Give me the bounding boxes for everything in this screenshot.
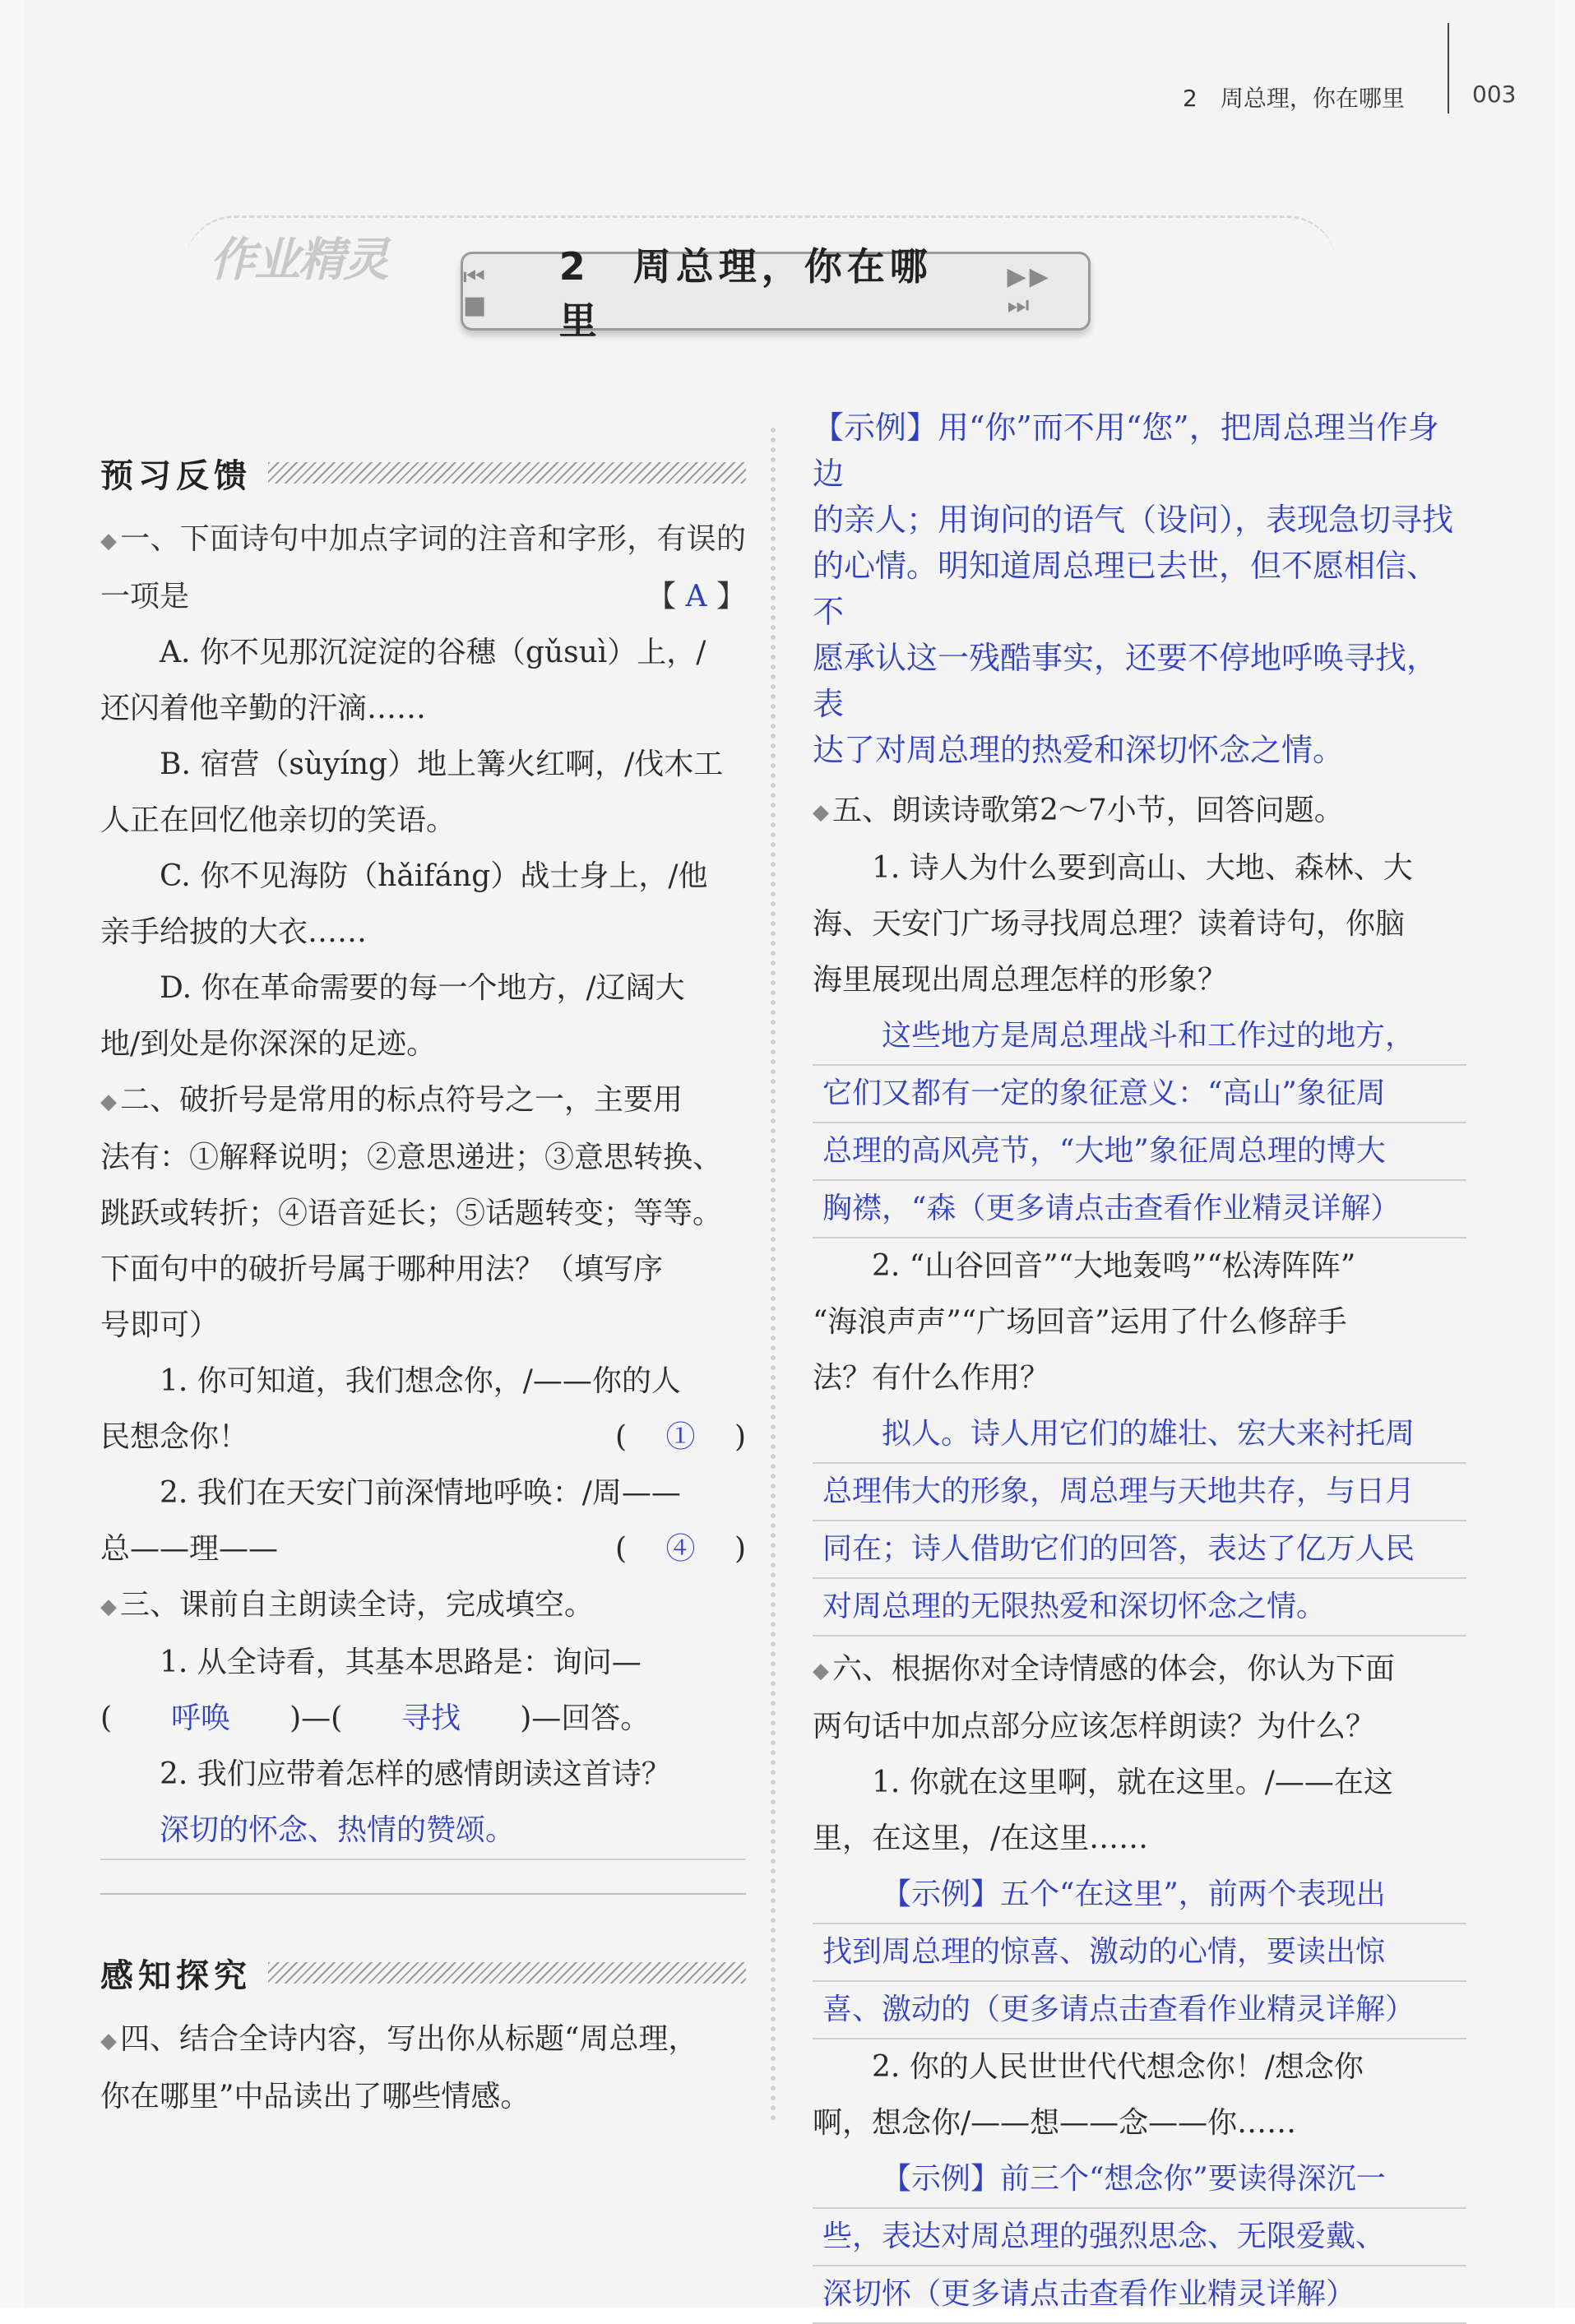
option-c-cont: 亲手给披的大衣…… [100, 915, 368, 949]
question-stem [100, 1577, 746, 1635]
section-heading-preview [100, 444, 746, 502]
brand-logo: 作业精灵 [210, 234, 387, 287]
answer-line: 【示例】前三个“想念你”要读得深沉一 [813, 2151, 1466, 2209]
item-2: 2. 我们应带着怎样的感情朗读这首诗？ [160, 1757, 671, 1791]
answer-choice: A [685, 580, 707, 613]
answer-value: ① [665, 1420, 696, 1454]
item-1-cont [100, 1410, 746, 1465]
question-stem-cont: 你在哪里”中品读出了哪些情感。 [100, 2080, 530, 2113]
diamond-icon: ◆ [100, 1595, 117, 1619]
diamond-icon: ◆ [100, 529, 118, 553]
left-column [100, 444, 746, 2125]
item-1: 1. 诗人为什么要到高山、大地、森林、大 [872, 851, 1413, 885]
answer-line: 找到周总理的惊喜、激动的心情，要读出惊 [813, 1924, 1466, 1982]
question-2 [100, 1072, 746, 1577]
answer-text: 深切的怀念、热情的赞颂。 [160, 1813, 516, 1847]
fill-tail: )—回答。 [520, 1701, 651, 1735]
option-a: A. 你不见那沉淀淀的谷穗（gǔsuì）上，/ [160, 636, 706, 669]
answer-line: 愿承认这一残酷事实，还要不停地呼唤寻找，表 [813, 640, 1438, 722]
answer-line: 同在；诗人借助它们的回答，表达了亿万人民 [813, 1521, 1466, 1579]
item-2-cont: 法？有什么作用？ [813, 1361, 1050, 1395]
answer-line: 的亲人；用询问的语气（设问），表现急切寻找 [813, 502, 1454, 538]
answer-line: 些，表达对周总理的强烈思念、无限爱戴、 [813, 2209, 1466, 2266]
question-text: 三、课前自主朗读全诗，完成填空。 [120, 1588, 595, 1622]
option-a-cont: 还闪着他辛勤的汗滴…… [100, 692, 427, 725]
stem-line: 下面句中的破折号属于哪种用法？（填写序 [100, 1252, 664, 1286]
section-title: 感知探究 [100, 1956, 252, 1995]
answer-line: 【示例】五个“在这里”，前两个表现出 [813, 1867, 1466, 1924]
right-column [813, 405, 1466, 2324]
item-1: 1. 你可知道，我们想念你，/——你的人 [160, 1364, 681, 1398]
question-text: 五、朗读诗歌第2～7小节，回答问题。 [832, 794, 1344, 827]
answer-line: 喜、激动的（更多请点击查看作业精灵详解） [813, 1982, 1466, 2039]
blank-answer-1: 呼唤 [171, 1701, 231, 1735]
question-text: 一、下面诗句中加点字词的注音和字形，有误的一项是 [100, 522, 746, 613]
option-d-cont: 地/到处是你深深的足迹。 [100, 1027, 437, 1061]
option-d: D. 你在革命需要的每一个地方，/辽阔大 [160, 971, 685, 1005]
answer-line: 【示例】用“你”而不用“您”，把周总理当作身边 [813, 410, 1439, 492]
blank-answer-2: 寻找 [401, 1701, 461, 1735]
fill-blank-line: ( 呼唤 )—( 寻找 )—回答。 [100, 1701, 651, 1735]
column-divider [771, 428, 776, 2122]
answer-line: 总理的高风亮节，“大地”象征周总理的博大 [813, 1123, 1466, 1181]
diamond-icon: ◆ [813, 800, 829, 825]
stem-line: 二、破折号是常用的标点符号之一，主要用 [120, 1083, 683, 1117]
question-4 [100, 2012, 746, 2125]
answer-bracket: ( ① ) [614, 1420, 746, 1454]
item-text: 总——理—— [100, 1532, 279, 1566]
item-2-cont: “海浪声声”“广场回音”运用了什么修辞手 [813, 1305, 1347, 1339]
question-text: 四、结合全诗内容，写出你从标题“周总理， [120, 2022, 698, 2056]
diamond-icon: ◆ [813, 1659, 829, 1683]
lesson-title: 2 周总理，你在哪里 [558, 244, 933, 343]
question-3 [100, 1577, 746, 1860]
item-1: 1. 从全诗看，其基本思路是：询问— [160, 1646, 642, 1679]
question-6 [813, 1641, 1466, 2324]
section-title: 预习反馈 [100, 456, 252, 495]
diamond-icon: ◆ [100, 1090, 117, 1114]
question-stem [813, 783, 1466, 840]
answer-line: 这些地方是周总理战斗和工作过的地方， [813, 1008, 1466, 1066]
option-c: C. 你不见海防（hǎifáng）战士身上，/他 [160, 859, 708, 893]
forward-icon: ▶▶ ⏭ [1007, 262, 1052, 320]
answer-bracket: ( ④ ) [614, 1532, 746, 1566]
item-2: 2. 我们在天安门前深情地呼唤：/周—— [160, 1476, 681, 1510]
page-number: 003 [1472, 81, 1517, 108]
q4-answer [813, 405, 1466, 773]
hatch-decoration [268, 462, 746, 484]
option-b-cont: 人正在回忆他亲切的笑语。 [100, 803, 456, 837]
item-1-cont: 里，在这里，/在这里…… [813, 1822, 1149, 1855]
question-stem [100, 512, 746, 625]
running-header-title: 2 周总理，你在哪里 [1183, 85, 1405, 112]
diamond-icon: ◆ [100, 2029, 117, 2053]
answer-line: 的心情。明知道周总理已去世，但不愿相信、不 [813, 548, 1438, 630]
question-stem [813, 1641, 1466, 1699]
question-stem-cont: 两句话中加点部分应该怎样朗读？为什么？ [813, 1710, 1376, 1743]
hatch-decoration [268, 1962, 746, 1984]
question-stem [100, 1072, 746, 1130]
option-b: B. 宿营（sùyíng）地上篝火红啊，/伐木工 [160, 748, 724, 781]
item-text: 民想念你！ [100, 1420, 249, 1454]
answer-value: ④ [665, 1532, 696, 1566]
header-rule [1448, 23, 1449, 113]
question-1 [100, 512, 746, 1072]
item-2: 2. 你的人民世世代代想念你！/想念你 [872, 2050, 1364, 2084]
stem-line: 法有：①解释说明；②意思递进；③意思转换、 [100, 1141, 723, 1174]
item-2-cont [100, 1521, 746, 1577]
stem-line: 跳跃或转折；④语音延长；⑤话题转变；等等。 [100, 1197, 723, 1230]
item-2-cont: 啊，想念你/——想——念——你…… [813, 2106, 1297, 2140]
answer-line: 总理伟大的形象，周总理与天地共存，与日月 [813, 1464, 1466, 1521]
answer-line: 胸襟，“森（更多请点击查看作业精灵详解） [813, 1181, 1466, 1238]
rewind-icon: ⏮ ■ [463, 262, 490, 320]
question-5 [813, 783, 1466, 1637]
answer-line: 深切怀（更多请点击查看作业精灵详解） [813, 2266, 1466, 2324]
answer-line: 拟人。诗人用它们的雄壮、宏大来衬托周 [813, 1406, 1466, 1464]
section-heading-explore [100, 1944, 746, 2002]
answer-line: 它们又都有一定的象征意义：“高山”象征周 [813, 1066, 1466, 1123]
answer-line: 达了对周总理的热爱和深切怀念之情。 [813, 732, 1345, 768]
stem-line: 号即可） [100, 1308, 220, 1342]
lesson-banner [461, 244, 1091, 343]
question-stem [100, 2012, 746, 2069]
item-1: 1. 你就在这里啊，就在这里。/——在这 [872, 1766, 1393, 1799]
answer-line [100, 1803, 746, 1860]
item-1-cont: 海里展现出周总理怎样的形象？ [813, 963, 1228, 997]
answer-bracket: 【 A 】 [646, 580, 746, 613]
answer-line: 对周总理的无限热爱和深切怀念之情。 [813, 1579, 1466, 1637]
question-text: 六、根据你对全诗情感的体会，你认为下面 [832, 1652, 1396, 1686]
item-1-cont: 海、天安门广场寻找周总理？读着诗句，你脑 [813, 907, 1406, 941]
section-rule [100, 1893, 746, 1895]
item-2: 2. “山谷回音”“大地轰鸣”“松涛阵阵” [872, 1249, 1356, 1283]
